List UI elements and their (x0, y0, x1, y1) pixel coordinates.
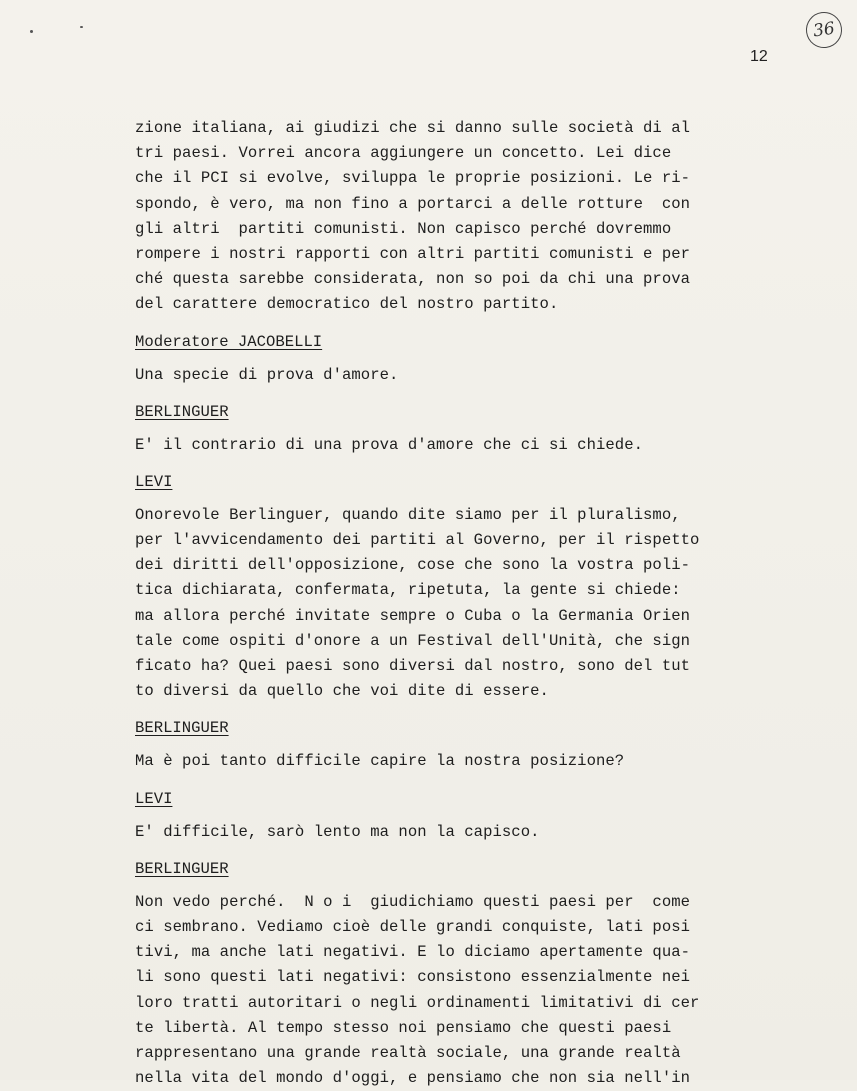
text-line: rappresentano una grande realtà sociale, una grande realtà (135, 1043, 681, 1062)
text-line: tale come ospiti d'onore a un Festival dell'Unità, che sign (135, 631, 691, 650)
text-line: tivi, ma anche lati negativi. E lo diciamo apertamente qua- (135, 943, 691, 962)
speaker-label: BERLINGUER (135, 859, 229, 878)
text-line: per l'avvicendamento dei partiti al Governo, per il rispetto (135, 531, 700, 550)
text-line: li sono questi lati negativi: consistono essenzialmente nei (135, 968, 691, 987)
dialogue-paragraph (135, 890, 780, 1091)
text-line: te libertà. Al tempo stesso noi pensiamo che questi paesi (135, 1018, 672, 1037)
scan-speck (80, 26, 83, 28)
text-line: tica dichiarata, confermata, ripetuta, la gente si chiede: (135, 581, 681, 600)
text-line: nella vita del mondo d'oggi, e pensiamo che non sia nell'in (135, 1069, 691, 1088)
dialogue-paragraph (135, 116, 780, 318)
speaker-label: LEVI (135, 472, 173, 491)
text-line: Non vedo perché. N o i giudichiamo questi paesi per come (135, 892, 691, 911)
text-line: Onorevole Berlinguer, quando dite siamo per il pluralismo, (135, 505, 681, 524)
text-line: loro tratti autoritari o negli ordinamenti limitativi di cer (135, 993, 700, 1012)
text-line: ma allora perché invitate sempre o Cuba o la Germania Orien (135, 606, 691, 625)
text-line: ci sembrano. Vediamo cioè delle grandi conquiste, lati posi (135, 917, 691, 936)
text-line: spondo, è vero, ma non fino a portarci a delle rotture con (135, 194, 691, 213)
text-line: gli altri partiti comunisti. Non capisco perché dovremmo (135, 219, 672, 238)
speaker-label: BERLINGUER (135, 402, 229, 421)
text-line: Una specie di prova d'amore. (135, 365, 399, 384)
dialogue-paragraph (135, 433, 780, 458)
text-line: zione italiana, ai giudizi che si danno sulle società di al (135, 119, 691, 137)
text-line: che il PCI si evolve, sviluppa le proprie posizioni. Le ri- (135, 169, 691, 188)
page-number: 12 (750, 48, 768, 65)
text-line: Ma è poi tanto difficile capire la nostra posizione? (135, 752, 625, 771)
text-line: to diversi da quello che voi dite di essere. (135, 682, 549, 701)
dialogue-paragraph (135, 363, 780, 388)
text-line: rompere i nostri rapporti con altri partiti comunisti e per (135, 244, 691, 263)
text-line: ficato ha? Quei paesi sono diversi dal nostro, sono del tut (135, 657, 691, 675)
text-line: del carattere democratico del nostro partito. (135, 295, 559, 314)
text-line: tri paesi. Vorrei ancora aggiungere un concetto. Lei dice (135, 144, 672, 163)
dialogue-paragraph (135, 749, 780, 774)
transcript-body (135, 116, 780, 1091)
dialogue-paragraph (135, 820, 780, 845)
scan-speck (30, 30, 33, 33)
speaker-label: Moderatore JACOBELLI (135, 332, 323, 351)
text-line: dei diritti dell'opposizione, cose che sono la vostra poli- (135, 556, 691, 575)
text-line: E' il contrario di una prova d'amore che ci si chiede. (135, 435, 644, 454)
text-line: E' difficile, sarò lento ma non la capisco. (135, 822, 540, 841)
archive-stamp: 36 (804, 10, 845, 51)
speaker-label: BERLINGUER (135, 719, 229, 738)
dialogue-paragraph (135, 503, 780, 705)
speaker-label: LEVI (135, 789, 173, 808)
text-line: ché questa sarebbe considerata, non so poi da chi una prova (135, 270, 691, 289)
